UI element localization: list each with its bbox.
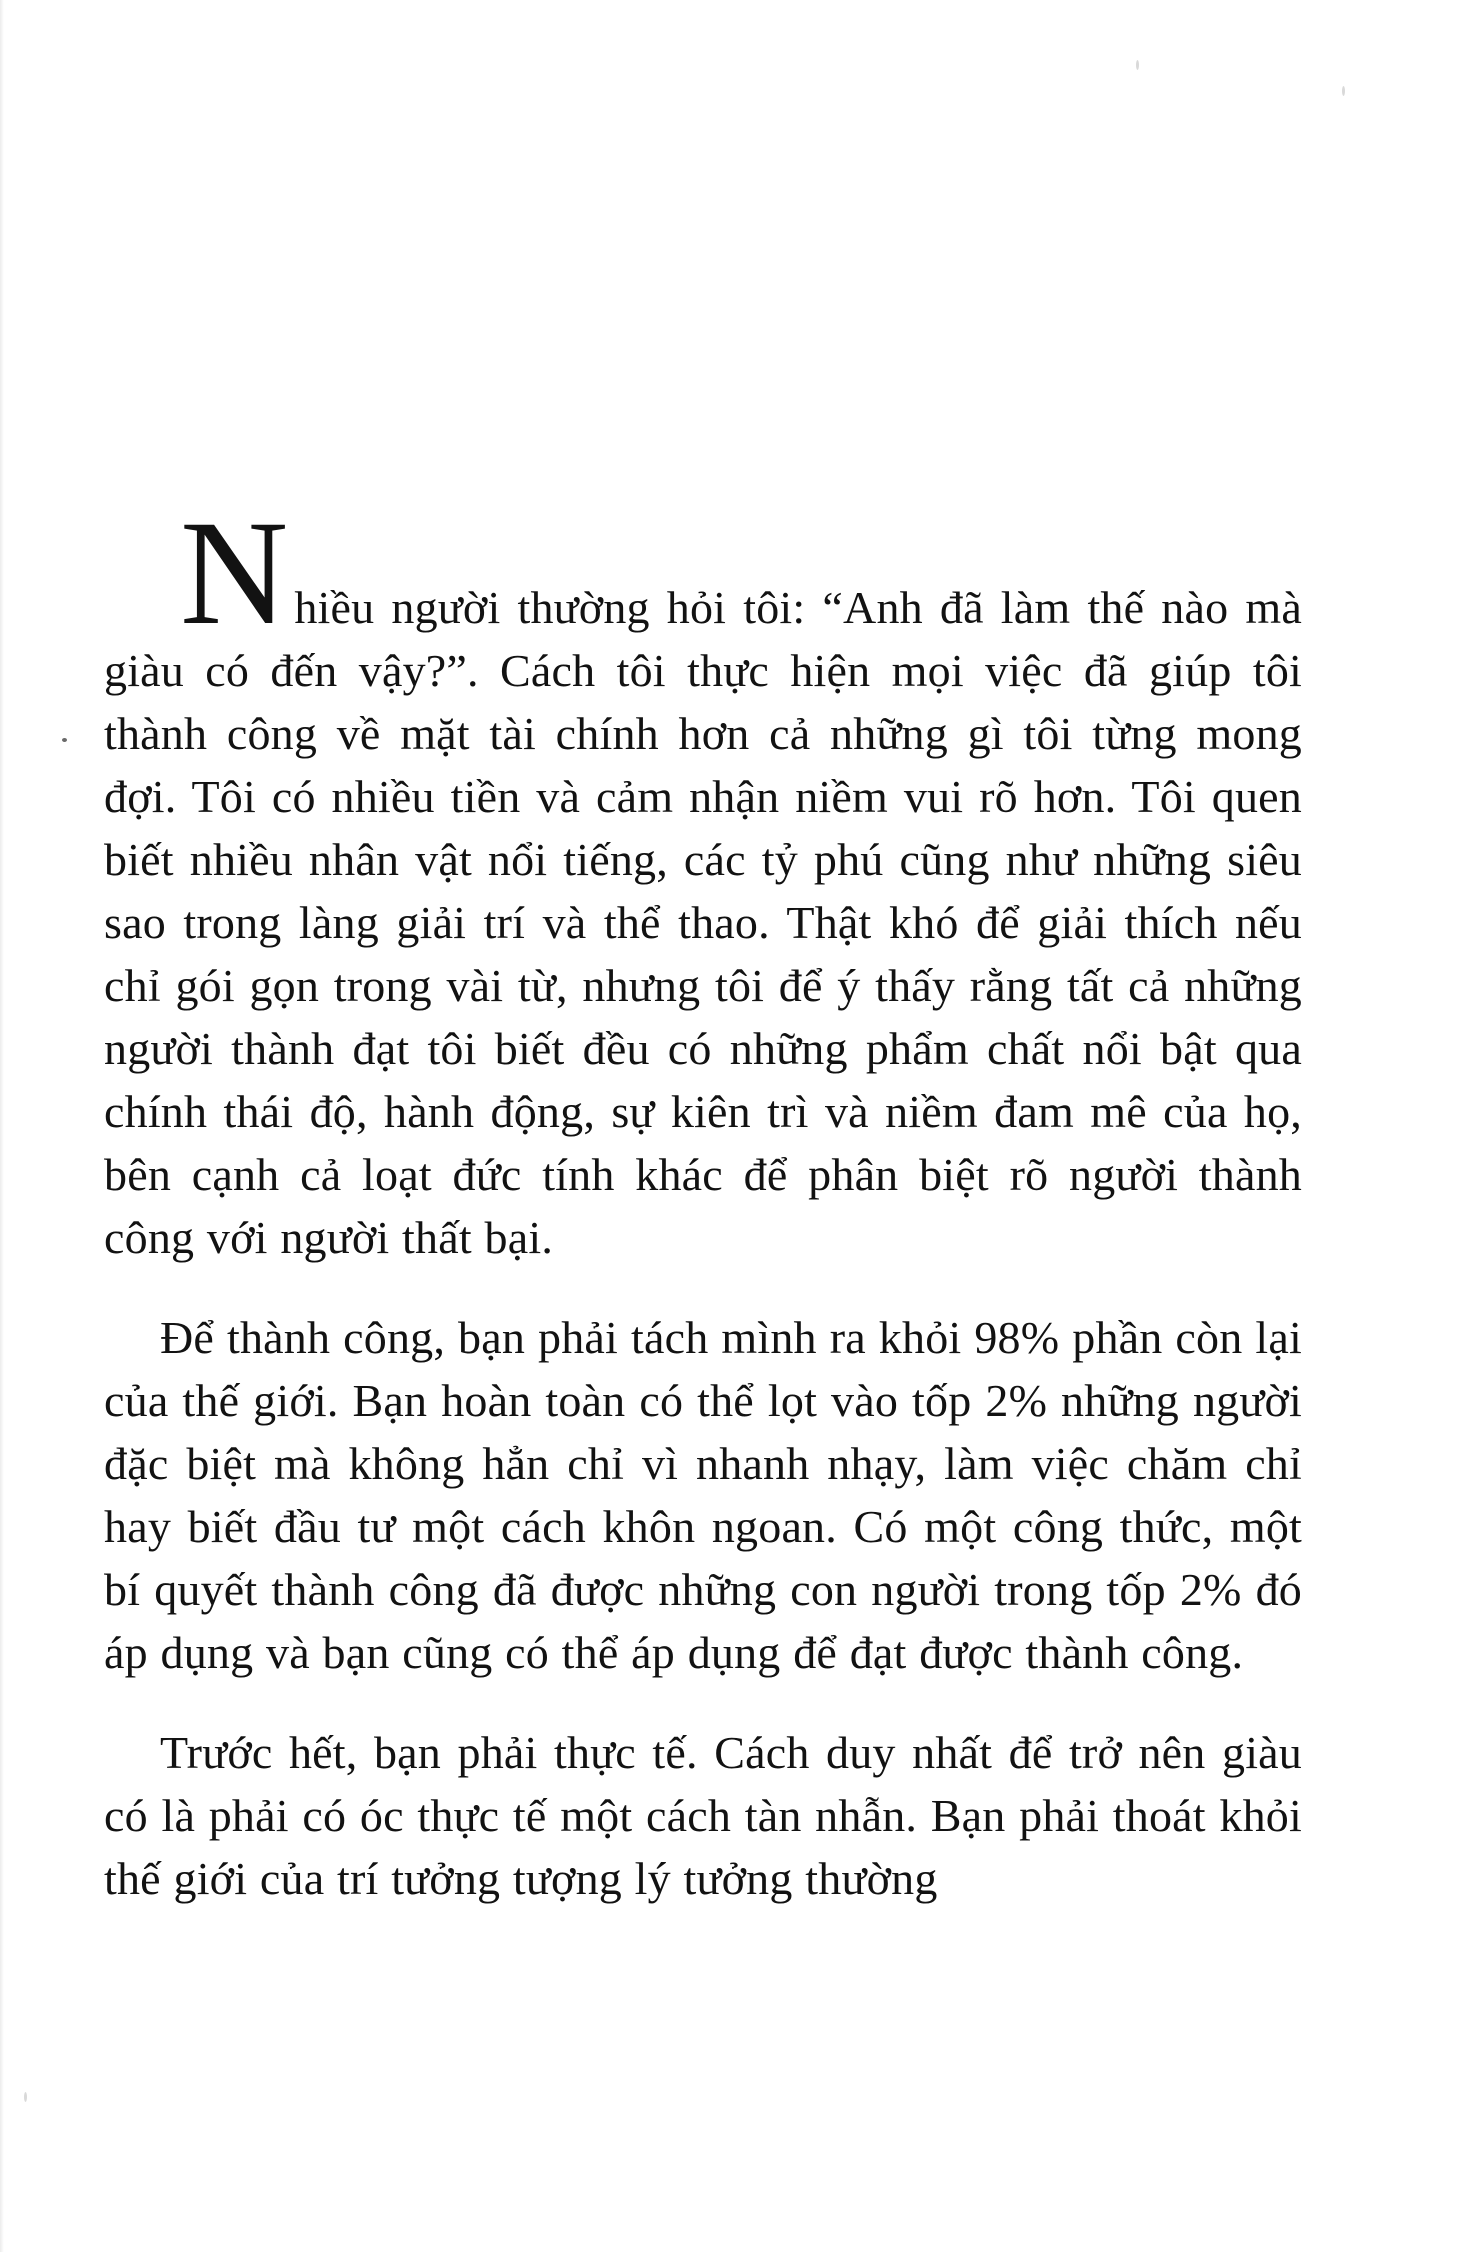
scan-speck xyxy=(1342,86,1345,96)
paragraph xyxy=(104,490,1302,1269)
paragraph xyxy=(104,1721,1302,1910)
page-text-block xyxy=(104,490,1302,1947)
drop-cap-initial: N xyxy=(180,490,289,656)
paragraph-text: Trước hết, bạn phải thực tế. Cách duy nhất để trở nên giàu có là phải có óc thực tế một cách tàn nhẫn. Bạn phải thoát khỏi thế giới của trí tưởng tượng lý tưởng thường xyxy=(104,1727,1302,1904)
scan-speck xyxy=(24,2092,27,2102)
paragraph-text: Để thành công, bạn phải tách mình ra khỏi 98% phần còn lại của thế giới. Bạn hoàn toàn có thể lọt vào tốp 2% những người đặc biệt mà không hẳn chỉ vì nhanh nhạy, làm việc chăm chỉ hay biết đầu tư một cách khôn ngoan. Có một công thức, một bí quyết thành công đã được những con người trong tốp 2% đó áp dụng và bạn cũng có thể áp dụng để đạt được thành công. xyxy=(104,1312,1302,1678)
paragraph xyxy=(104,1306,1302,1684)
paragraph-text: hiều người thường hỏi tôi: “Anh đã làm thế nào mà giàu có đến vậy?”. Cách tôi thực hiện mọi việc đã giúp tôi thành công về mặt tài chính hơn cả những gì tôi từng mong đợi. Tôi có nhiều tiền và cảm nhận niềm vui rõ hơn. Tôi quen biết nhiều nhân vật nổi tiếng, các tỷ phú cũng như những siêu sao trong làng giải trí và thể thao. Thật khó để giải thích nếu chỉ gói gọn trong vài từ, nhưng tôi để ý thấy rằng tất cả những người thành đạt tôi biết đều có những phẩm chất nổi bật qua chính thái độ, hành động, sự kiên trì và niềm đam mê của họ, bên cạnh cả loạt đức tính khác để phân biệt rõ người thành công với người thất bại. xyxy=(104,582,1302,1263)
scan-speck xyxy=(62,738,67,742)
scan-edge-shading xyxy=(0,0,4,2252)
scan-speck xyxy=(1136,60,1139,70)
